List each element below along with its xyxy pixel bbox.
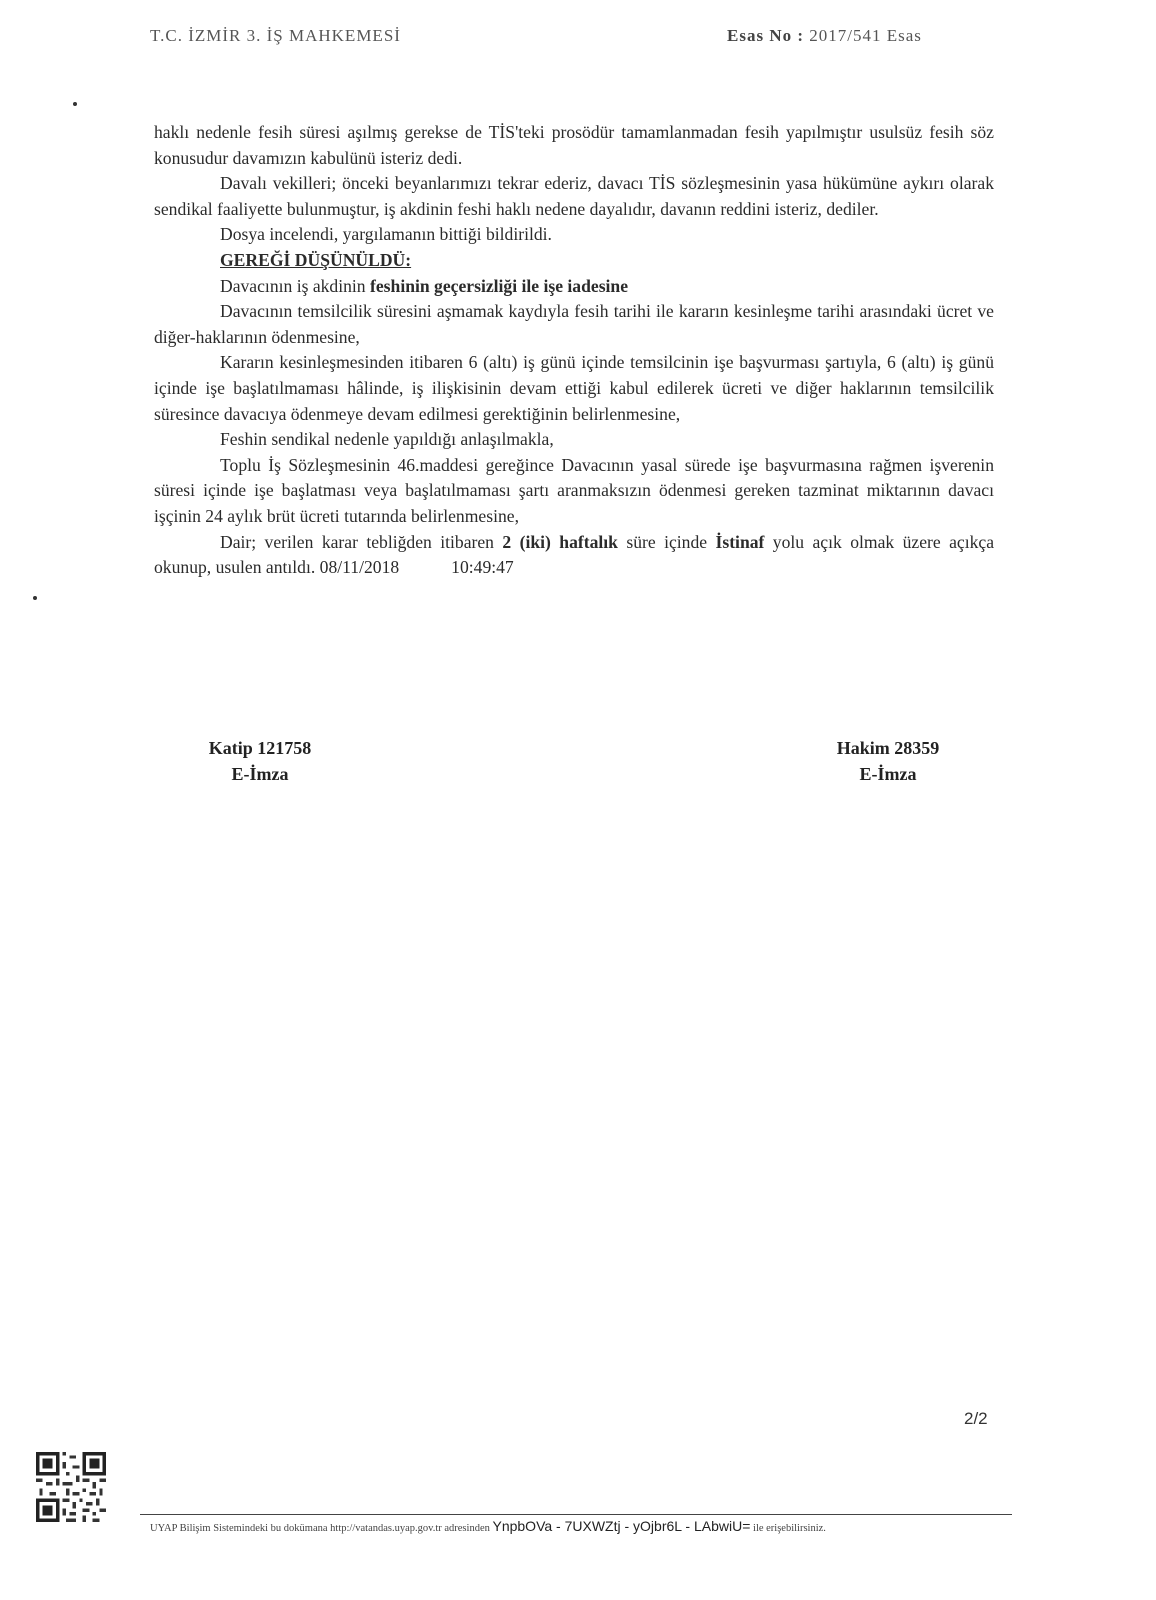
bold-span: feshinin geçersizliği ile işe iadesine — [370, 275, 629, 296]
section-heading: GEREĞİ DÜŞÜNÜLDÜ: — [220, 249, 412, 270]
judge-e-signature: E-İmza — [859, 764, 917, 784]
footer-text-end: ile erişebilirsiniz. — [753, 1523, 826, 1534]
scan-speck — [33, 596, 37, 600]
text-span: süre içinde — [617, 531, 716, 552]
paragraph: Davalı vekilleri; önceki beyanlarımızı tekrar ederiz, davacı TİS sözleşmesinin yasa hükümüne aykırı olarak sendikal faaliyette bulunmuştur, iş akdinin feshi haklı nedene dayalıdır, davanın reddini isteriz, dediler. — [154, 173, 994, 219]
judge-title: Hakim 28359 — [836, 738, 940, 758]
paragraph: haklı nedenle fesih süresi aşılmış gerekse de TİS'teki prosödür tamamlanmadan fesih yapılmıştır usulsüz fesih söz konusudur davamızın kabulünü isteriz dedi. — [154, 122, 994, 168]
paragraph: Dosya incelendi, yargılamanın bittiği bildirildi. — [220, 224, 552, 245]
decision-text — [154, 120, 994, 581]
paragraph: Feshin sendikal nedenle yapıldığı anlaşılmakla, — [220, 429, 554, 450]
footer-rule — [140, 1514, 1012, 1515]
paragraph — [154, 530, 994, 581]
text-span: Dair; verilen karar tebliğden itibaren — [220, 531, 503, 552]
judge-signature — [818, 735, 958, 787]
text-span: Davacının iş akdinin — [220, 275, 371, 296]
time-span: 10:49:47 — [451, 557, 514, 578]
qr-code-icon — [36, 1452, 106, 1522]
paragraph: Kararın kesinleşmesinden itibaren 6 (altı) iş günü içinde temsilcinin işe başvurması şartıyla, 6 (altı) iş günü içinde işe başlatılmaması hâlinde, iş ilişkisinin devam ettiği kabul edilerek ücreti ve diğer haklarının temsilcilik süresince davacıya ödenmeye devam edilmesi gerektiğinin belirlenmesine, — [154, 352, 994, 424]
paragraph: Davacının temsilcilik süresini aşmamak kaydıyla fesih tarihi ile kararın kesinleşme tarihi arasındaki ücret ve diğer-haklarının ödenmesine, — [154, 301, 994, 347]
footer-text: UYAP Bilişim Sistemindeki bu dokümana http://vatandas.uyap.gov.tr adresinden — [150, 1523, 490, 1534]
footer-verification — [150, 1518, 1020, 1534]
clerk-e-signature: E-İmza — [231, 764, 289, 784]
bold-span: 2 (iki) haftalık — [502, 531, 618, 552]
court-name: T.C. İZMİR 3. İŞ MAHKEMESİ — [150, 26, 401, 45]
scan-speck — [73, 102, 77, 106]
verification-code: YnpbOVa - 7UXWZtj - yOjbr6L - LAbwiU= — [492, 1518, 751, 1534]
bold-span: İstinaf — [715, 531, 765, 552]
paragraph: Toplu İş Sözleşmesinin 46.maddesi gereğince Davacının yasal sürede işe başvurmasına rağmen işverenin süresi içinde işe başlatması veya başlatılmaması şartı aranmaksızın ödenmesi gereken tazminat miktarının davacı işçinin 24 aylık brüt ücreti tutarında belirlenmesine, — [154, 454, 994, 526]
text-span: yolu açık olmak üzere açıkça okunup, usulen antıldı. 08/11/2018 — [154, 531, 995, 578]
paragraph — [154, 274, 994, 300]
clerk-title: Katip 121758 — [208, 738, 312, 758]
case-number — [727, 26, 922, 46]
clerk-signature — [190, 735, 330, 787]
case-number-label: Esas No : — [727, 26, 805, 45]
case-number-value: 2017/541 Esas — [809, 26, 922, 45]
page-number: 2/2 — [964, 1409, 988, 1428]
